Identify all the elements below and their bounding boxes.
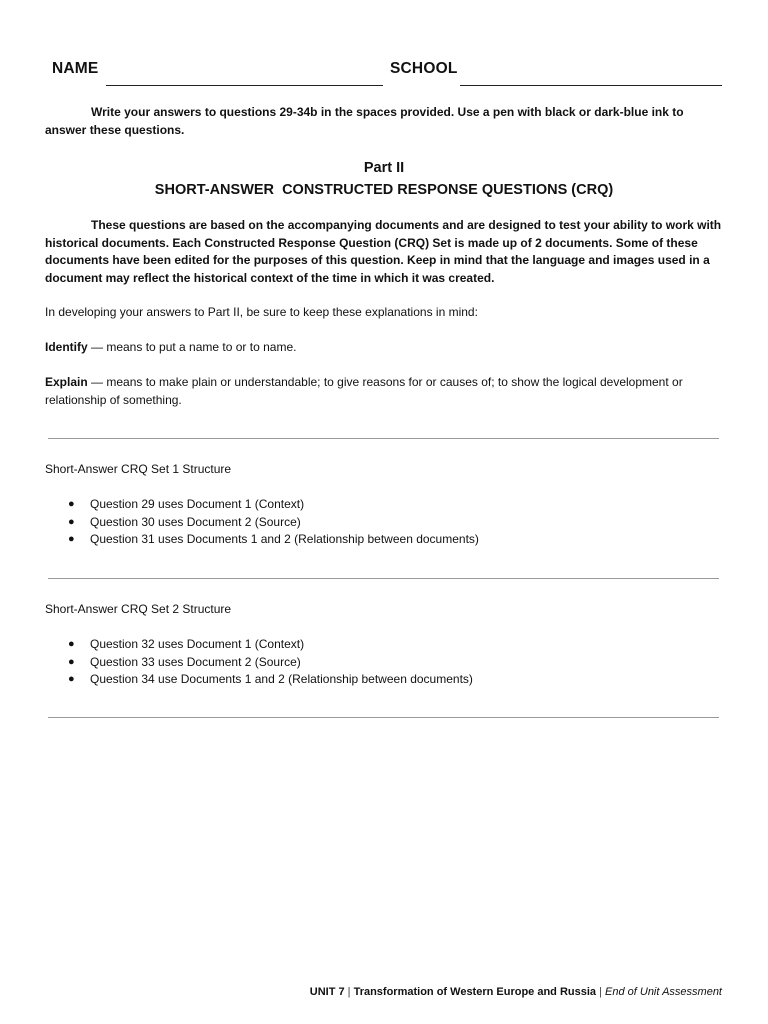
explain-text: — means to make plain or understandable; to give reasons for or causes of; to show the logical development or relationship of something. [45,375,683,407]
list-item: ● Question 34 use Documents 1 and 2 (Relationship between documents) [68,671,708,689]
footer-unit: UNIT 7 [309,986,345,998]
instructions-paragraph [45,104,725,139]
instructions-text: Write your answers to questions 29-34b in the spaces provided. Use a pen with black or dark-blue ink to answer these questions. [45,105,684,137]
bullet-icon: ● [68,533,75,545]
list-item: ● Question 33 uses Document 2 (Source) [68,654,708,672]
bullet-icon: ● [68,655,75,668]
identify-term: Identify [45,340,88,354]
list-item: ● Question 32 uses Document 1 (Context) [68,636,708,654]
intro-paragraph-text: These questions are based on the accompanying documents and are designed to test your ability to work with historical documents. Each Constructed Response Question (CRQ) Set is made up of 2 documents. Some of these documents have been edited for the purposes of this question. Keep in mind that the language and images used in a document may reflect the historical context of the time in which it was created. [45,218,722,285]
identify-definition [45,339,725,357]
part-subtitle: SHORT-ANSWER CONSTRUCTED RESPONSE QUESTIONS (CRQ) [154,182,614,198]
bullet-icon: ● [68,638,75,650]
footer-separator: | [596,986,606,998]
set2-list [68,636,708,689]
bullet-icon: ● [68,498,75,510]
developing-text: In developing your answers to Part II, be sure to keep these explanations in mind: [45,305,478,319]
set1-list [68,496,708,549]
name-blank-line [106,85,383,86]
explain-definition [45,374,725,409]
school-blank-line [460,85,722,86]
part-title: Part II [363,160,405,176]
intro-paragraph [45,217,725,287]
bullet-icon: ● [68,673,75,685]
footer-separator: | [344,986,354,998]
footer-topic: Transformation of Western Europe and Russia [353,986,597,998]
set2-title: Short-Answer CRQ Set 2 Structure [45,602,232,616]
name-label: NAME [52,60,99,77]
school-label: SCHOOL [390,60,458,77]
list-item: ● Question 29 uses Document 1 (Context) [68,496,708,514]
bullet-icon: ● [68,515,75,528]
section-divider [48,438,719,439]
section-divider [48,578,719,579]
page-footer [310,984,722,1000]
explain-term: Explain [45,375,88,389]
list-item: ● Question 30 uses Document 2 (Source) [68,514,708,532]
set1-title: Short-Answer CRQ Set 1 Structure [45,462,232,476]
identify-text: — means to put a name to or to name. [87,340,297,354]
section-divider [48,717,719,718]
list-item: ● Question 31 uses Documents 1 and 2 (Relationship between documents) [68,531,708,549]
footer-assessment: End of Unit Assessment [605,986,722,998]
